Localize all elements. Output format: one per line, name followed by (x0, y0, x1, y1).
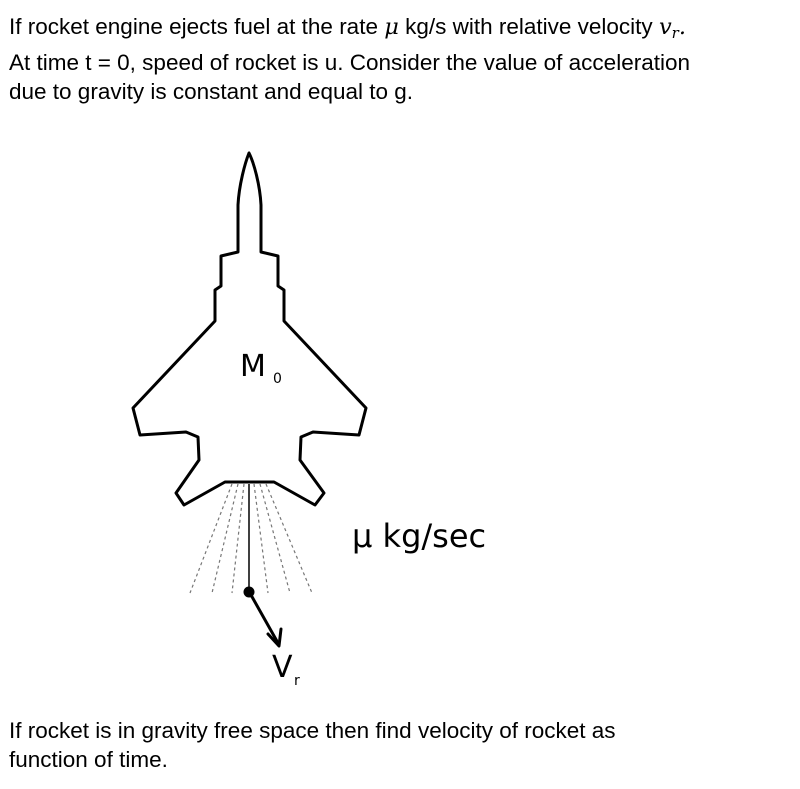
velocity-arrow-shaft (251, 595, 278, 643)
statement-text: If rocket engine ejects fuel at the rate (9, 14, 385, 39)
rate-label: μ kg/sec (352, 517, 487, 555)
rocket-outline (133, 153, 366, 505)
mass-label: M (240, 349, 266, 384)
relative-velocity-symbol: v (658, 14, 672, 40)
statement-line-2: At time t = 0, speed of rocket is u. Consider the value of acceleration (9, 50, 690, 75)
mass-subscript: 0 (273, 371, 282, 387)
velocity-label: V (272, 650, 293, 685)
exhaust-lines (190, 484, 312, 593)
mu-symbol: μ (384, 14, 399, 40)
sentence-period: . (678, 14, 686, 40)
question-text (9, 716, 799, 774)
relative-velocity-subscript: r (671, 24, 679, 42)
statement-text-2: kg/s with relative velocity (398, 14, 659, 39)
question-line-2: function of time. (9, 747, 168, 772)
velocity-subscript: r (294, 673, 300, 689)
question-line-1: If rocket is in gravity free space then find velocity of rocket as (9, 718, 616, 743)
statement-line-3: due to gravity is constant and equal to g. (9, 79, 414, 104)
